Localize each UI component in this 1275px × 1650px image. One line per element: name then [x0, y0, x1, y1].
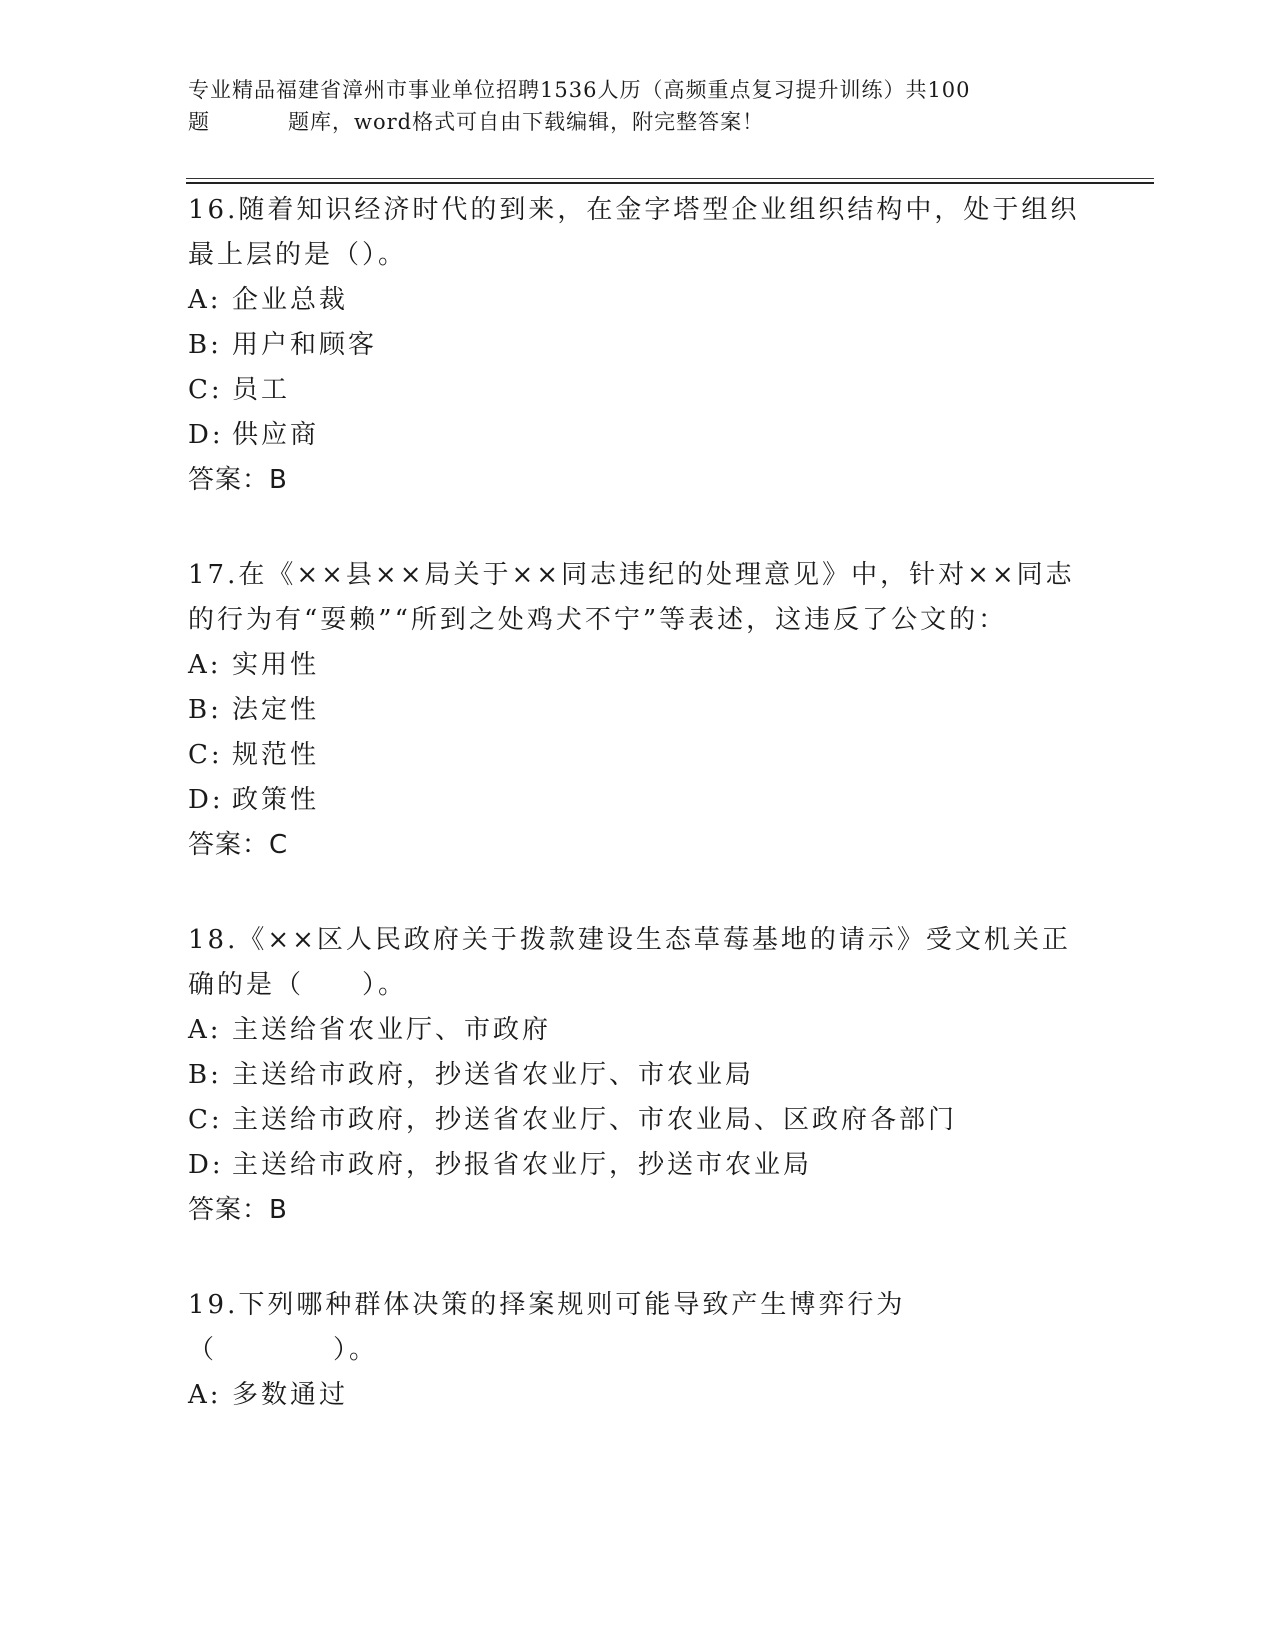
answer-line: 答案：B — [188, 1195, 288, 1225]
option-letter: B: — [188, 695, 222, 725]
option-c — [188, 733, 1088, 778]
option-text: 供应商 — [232, 420, 320, 450]
option-a — [188, 278, 1088, 323]
option-letter: A: — [188, 650, 222, 680]
question-number: 18. — [188, 925, 239, 955]
option-letter: A: — [188, 1380, 222, 1410]
question-stem — [188, 553, 1088, 643]
option-letter: A: — [188, 1015, 222, 1045]
option-d — [188, 413, 1088, 458]
option-text: 主送给市政府，抄报省农业厅，抄送市农业局 — [232, 1150, 813, 1180]
question-stem — [188, 188, 1088, 278]
header-divider-thin — [186, 178, 1154, 179]
option-letter: D: — [188, 420, 224, 450]
option-text: 主送给市政府，抄送省农业厅、市农业局、区政府各部门 — [232, 1105, 958, 1135]
option-d — [188, 1143, 1088, 1188]
question-number: 16. — [188, 195, 239, 225]
question-list — [188, 188, 1088, 1468]
option-text: 政策性 — [232, 785, 320, 815]
answer-line: 答案：B — [188, 465, 288, 495]
option-letter: B: — [188, 330, 222, 360]
option-text: 规范性 — [232, 740, 320, 770]
question-text: 《××区人民政府关于拨款建设生态草莓基地的请示》受文机关正确的是（ ）。 — [188, 925, 1071, 1000]
option-letter: D: — [188, 1150, 224, 1180]
option-c — [188, 368, 1088, 413]
option-b — [188, 688, 1088, 733]
option-text: 实用性 — [232, 650, 320, 680]
question-text: 下列哪种群体决策的择案规则可能导致产生博弈行为（ ）。 — [188, 1290, 906, 1365]
page-header — [188, 74, 1088, 138]
option-letter: C: — [188, 740, 223, 770]
option-letter: C: — [188, 1105, 223, 1135]
header-divider-thick — [186, 182, 1154, 184]
question-stem — [188, 1283, 1088, 1373]
option-letter: A: — [188, 285, 222, 315]
question-text: 随着知识经济时代的到来，在金字塔型企业组织结构中，处于组织最上层的是（）。 — [188, 195, 1080, 270]
option-text: 用户和顾客 — [232, 330, 378, 360]
question-number: 19. — [188, 1290, 239, 1320]
header-line-2-lead: 题 — [188, 110, 210, 134]
option-text: 多数通过 — [232, 1380, 349, 1410]
option-a — [188, 1373, 1088, 1418]
question-18 — [188, 918, 1088, 1233]
option-letter: B: — [188, 1060, 222, 1090]
question-number: 17. — [188, 560, 239, 590]
question-stem — [188, 918, 1088, 1008]
option-text: 企业总裁 — [232, 285, 349, 315]
question-17 — [188, 553, 1088, 868]
option-letter: C: — [188, 375, 223, 405]
option-b — [188, 1053, 1088, 1098]
question-text: 在《××县××局关于××同志违纪的处理意见》中，针对××同志的行为有“耍赖”“所到之处鸡犬不宁”等表述，这违反了公文的： — [188, 560, 1075, 635]
option-text: 员工 — [232, 375, 291, 405]
option-a — [188, 643, 1088, 688]
option-a — [188, 1008, 1088, 1053]
question-16 — [188, 188, 1088, 503]
question-19 — [188, 1283, 1088, 1418]
option-text: 主送给省农业厅、市政府 — [232, 1015, 552, 1045]
header-line-1: 专业精品福建省漳州市事业单位招聘1536人历（高频重点复习提升训练）共100 — [188, 78, 971, 102]
header-line-2-text: 题库，word格式可自由下载编辑，附完整答案！ — [288, 110, 765, 134]
option-text: 法定性 — [232, 695, 320, 725]
option-d — [188, 778, 1088, 823]
answer-line: 答案：C — [188, 830, 289, 860]
option-letter: D: — [188, 785, 224, 815]
option-text: 主送给市政府，抄送省农业厅、市农业局 — [232, 1060, 755, 1090]
header-line-2 — [188, 106, 1088, 138]
option-b — [188, 323, 1088, 368]
option-c — [188, 1098, 1088, 1143]
